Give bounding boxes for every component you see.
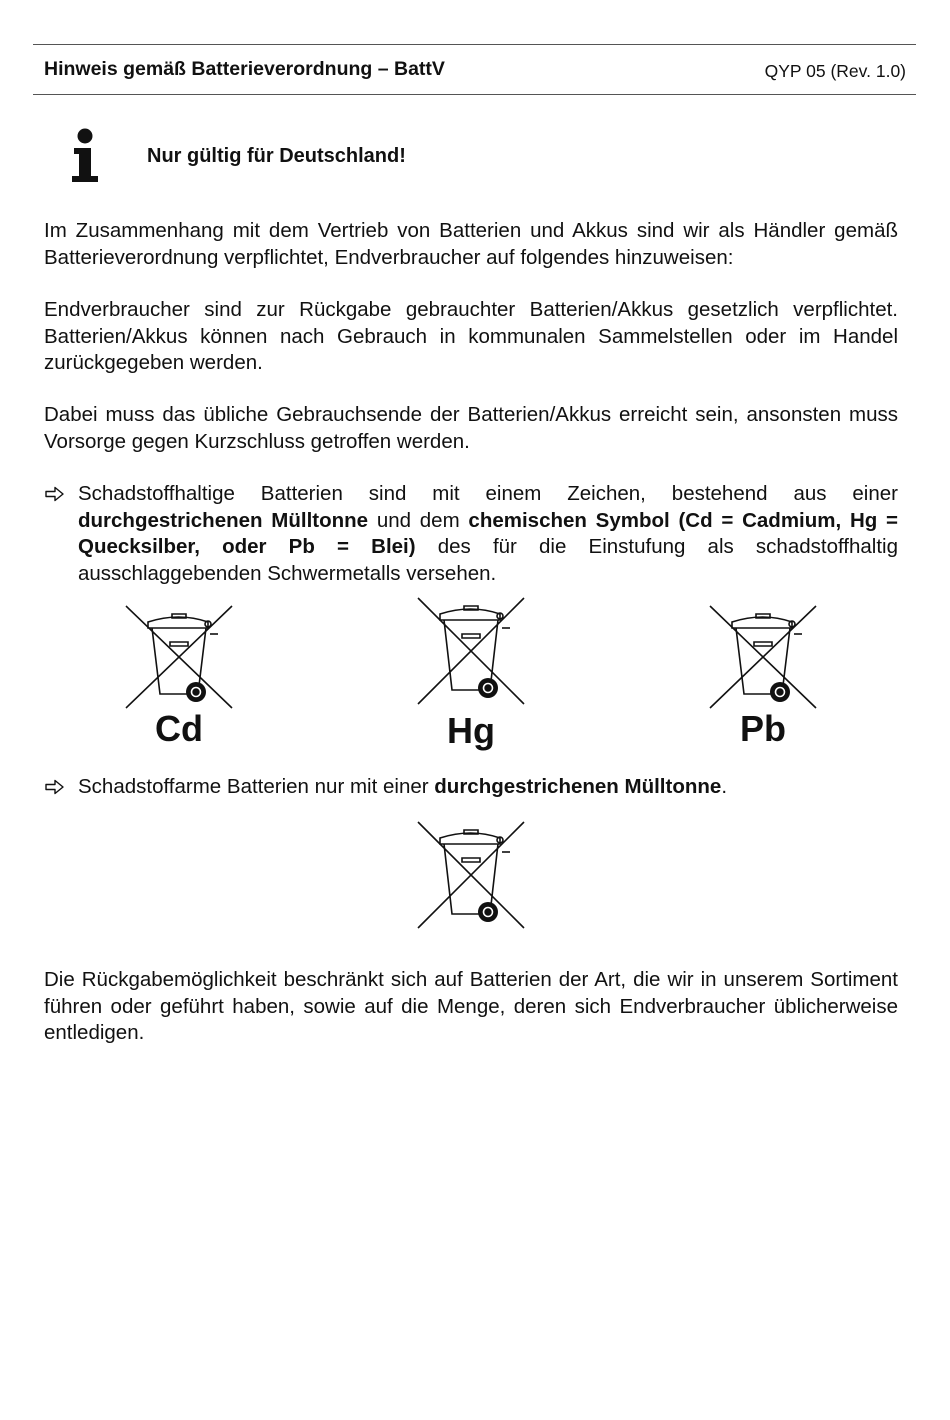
- header-bottom-rule: [33, 94, 916, 95]
- info-icon: [60, 128, 110, 184]
- bullet-text-part: .: [721, 775, 728, 798]
- bullet-low-pollutant-batteries: [78, 774, 898, 801]
- bullet-text-part: Schadstoffarme Batterien nur mit einer: [78, 775, 435, 798]
- crossed-out-bin-icon: [708, 604, 818, 710]
- document-title: Hinweis gemäß Batterieverordnung – BattV: [44, 58, 445, 80]
- notice-text: Nur gültig für Deutschland!: [147, 145, 406, 167]
- bullet-hazardous-batteries: [78, 481, 898, 587]
- bullet-text-part: Schadstoffhaltige Batterien sind mit einem Zeichen, bestehend aus einer: [78, 482, 898, 505]
- paragraph-return-scope: Die Rückgabemöglichkeit beschränkt sich auf Batterien der Art, die wir in unserem Sortiment führen oder geführt haben, sowie auf die Menge, deren sich Endverbraucher üblicherweise entledigen.: [44, 968, 898, 1044]
- arrow-right-icon: [44, 486, 66, 502]
- arrow-right-icon: [44, 779, 66, 795]
- crossed-out-bin-icon: [124, 604, 234, 710]
- paragraph-return-obligation: Endverbraucher sind zur Rückgabe gebrauchter Batterien/Akkus gesetzlich verpflichtet. Batterien/Akkus können nach Gebrauch in kommunalen Sammelstellen oder im Handel zurückgegeben werden.: [44, 298, 898, 374]
- bullet-bold-bin: durchgestrichenen Mülltonne: [434, 775, 722, 798]
- symbol-lead: Pb: [739, 708, 786, 749]
- paragraph-intro: Im Zusammenhang mit dem Vertrieb von Batterien und Akkus sind wir als Händler gemäß Batterieverordnung verpflichtet, Endverbraucher auf folgendes hinzuweisen:: [44, 219, 898, 269]
- header-top-rule: [33, 44, 916, 45]
- symbol-mercury: Hg: [447, 710, 495, 751]
- bullet-text-part: des für die Einstufung als schadstoffhaltig ausschlaggebenden Schwermetalls versehen.: [78, 535, 898, 585]
- bullet-bold-symbol: chemischen Symbol (Cd = Cadmium, Hg = Quecksilber, oder Pb = Blei): [78, 508, 898, 558]
- bullet-bold-bin: durchgestrichenen Mülltonne: [78, 508, 369, 532]
- paragraph-short-circuit: Dabei muss das übliche Gebrauchsende der Batterien/Akkus erreicht sein, ansonsten muss Vorsorge gegen Kurzschluss getroffen werden.: [44, 403, 898, 453]
- symbol-cadmium: Cd: [155, 708, 203, 749]
- crossed-out-bin-icon: [416, 596, 526, 706]
- crossed-out-bin-icon: [416, 820, 526, 930]
- bullet-text-part: und dem: [368, 508, 469, 532]
- document-reference: QYP 05 (Rev. 1.0): [764, 61, 906, 81]
